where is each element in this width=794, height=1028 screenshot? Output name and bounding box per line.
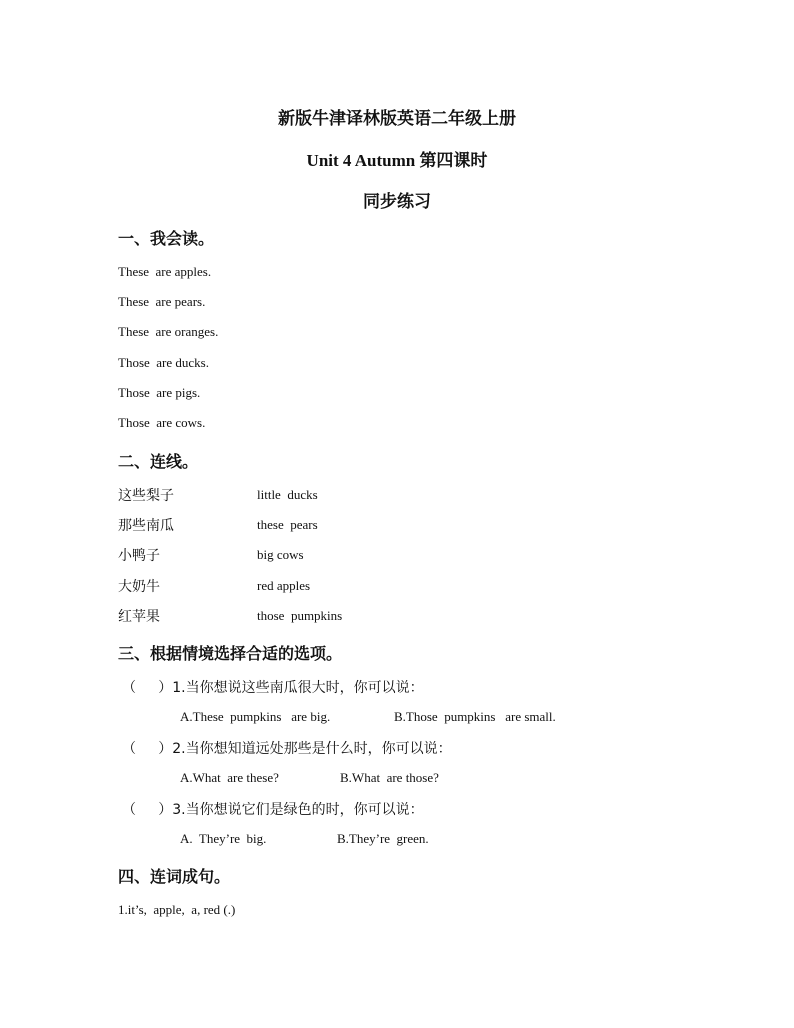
question-3 bbox=[122, 799, 424, 819]
answer-bracket[interactable]: （ ） bbox=[122, 802, 173, 818]
match-left-item: 小鸭子 bbox=[118, 548, 160, 564]
question-text: 3.当你想说它们是绿色的时，你可以说： bbox=[172, 802, 424, 818]
match-left-item: 大奶牛 bbox=[118, 579, 160, 595]
section-3-heading: 三、根据情境选择合适的选项。 bbox=[118, 644, 343, 663]
match-left-item: 这些梨子 bbox=[118, 488, 174, 504]
answer-bracket[interactable]: （ ） bbox=[122, 741, 173, 757]
match-left-item: 那些南瓜 bbox=[118, 518, 174, 534]
option-a: A. They’re big. bbox=[180, 831, 267, 846]
question-text: 1.当你想说这些南瓜很大时，你可以说： bbox=[172, 680, 424, 696]
option-a: A.What are these? bbox=[180, 770, 279, 785]
reading-line: Those are pigs. bbox=[118, 385, 201, 400]
reading-line: Those are ducks. bbox=[118, 355, 209, 370]
reading-line: These are apples. bbox=[118, 264, 212, 279]
match-right-item: little ducks bbox=[257, 487, 318, 502]
match-right-item: red apples bbox=[257, 578, 311, 593]
match-right-item: big cows bbox=[257, 547, 304, 562]
question-text: 2.当你想知道远处那些是什么时，你可以说： bbox=[172, 741, 452, 757]
option-b: B.They’re green. bbox=[337, 831, 429, 846]
section-4-heading: 四、连词成句。 bbox=[118, 867, 231, 886]
reading-line: These are pears. bbox=[118, 294, 206, 309]
sentence-item: 1.it’s, apple, a, red (.) bbox=[118, 902, 236, 917]
document-title: 新版牛津译林版英语二年级上册 bbox=[278, 109, 516, 129]
question-2 bbox=[122, 738, 452, 758]
reading-line: These are oranges. bbox=[118, 324, 219, 339]
match-left-item: 红苹果 bbox=[118, 609, 160, 625]
unit-title: Unit 4 Autumn 第四课时 bbox=[306, 151, 488, 170]
section-2-heading: 二、连线。 bbox=[118, 452, 199, 471]
option-b: B.Those pumpkins are small. bbox=[394, 709, 556, 724]
section-1-heading: 一、我会读。 bbox=[118, 229, 215, 248]
match-right-item: these pears bbox=[257, 517, 318, 532]
match-right-item: those pumpkins bbox=[257, 608, 343, 623]
option-b: B.What are those? bbox=[340, 770, 439, 785]
option-a: A.These pumpkins are big. bbox=[180, 709, 331, 724]
exercise-title: 同步练习 bbox=[363, 192, 431, 212]
question-1 bbox=[122, 677, 424, 697]
answer-bracket[interactable]: （ ） bbox=[122, 680, 173, 696]
reading-line: Those are cows. bbox=[118, 415, 206, 430]
